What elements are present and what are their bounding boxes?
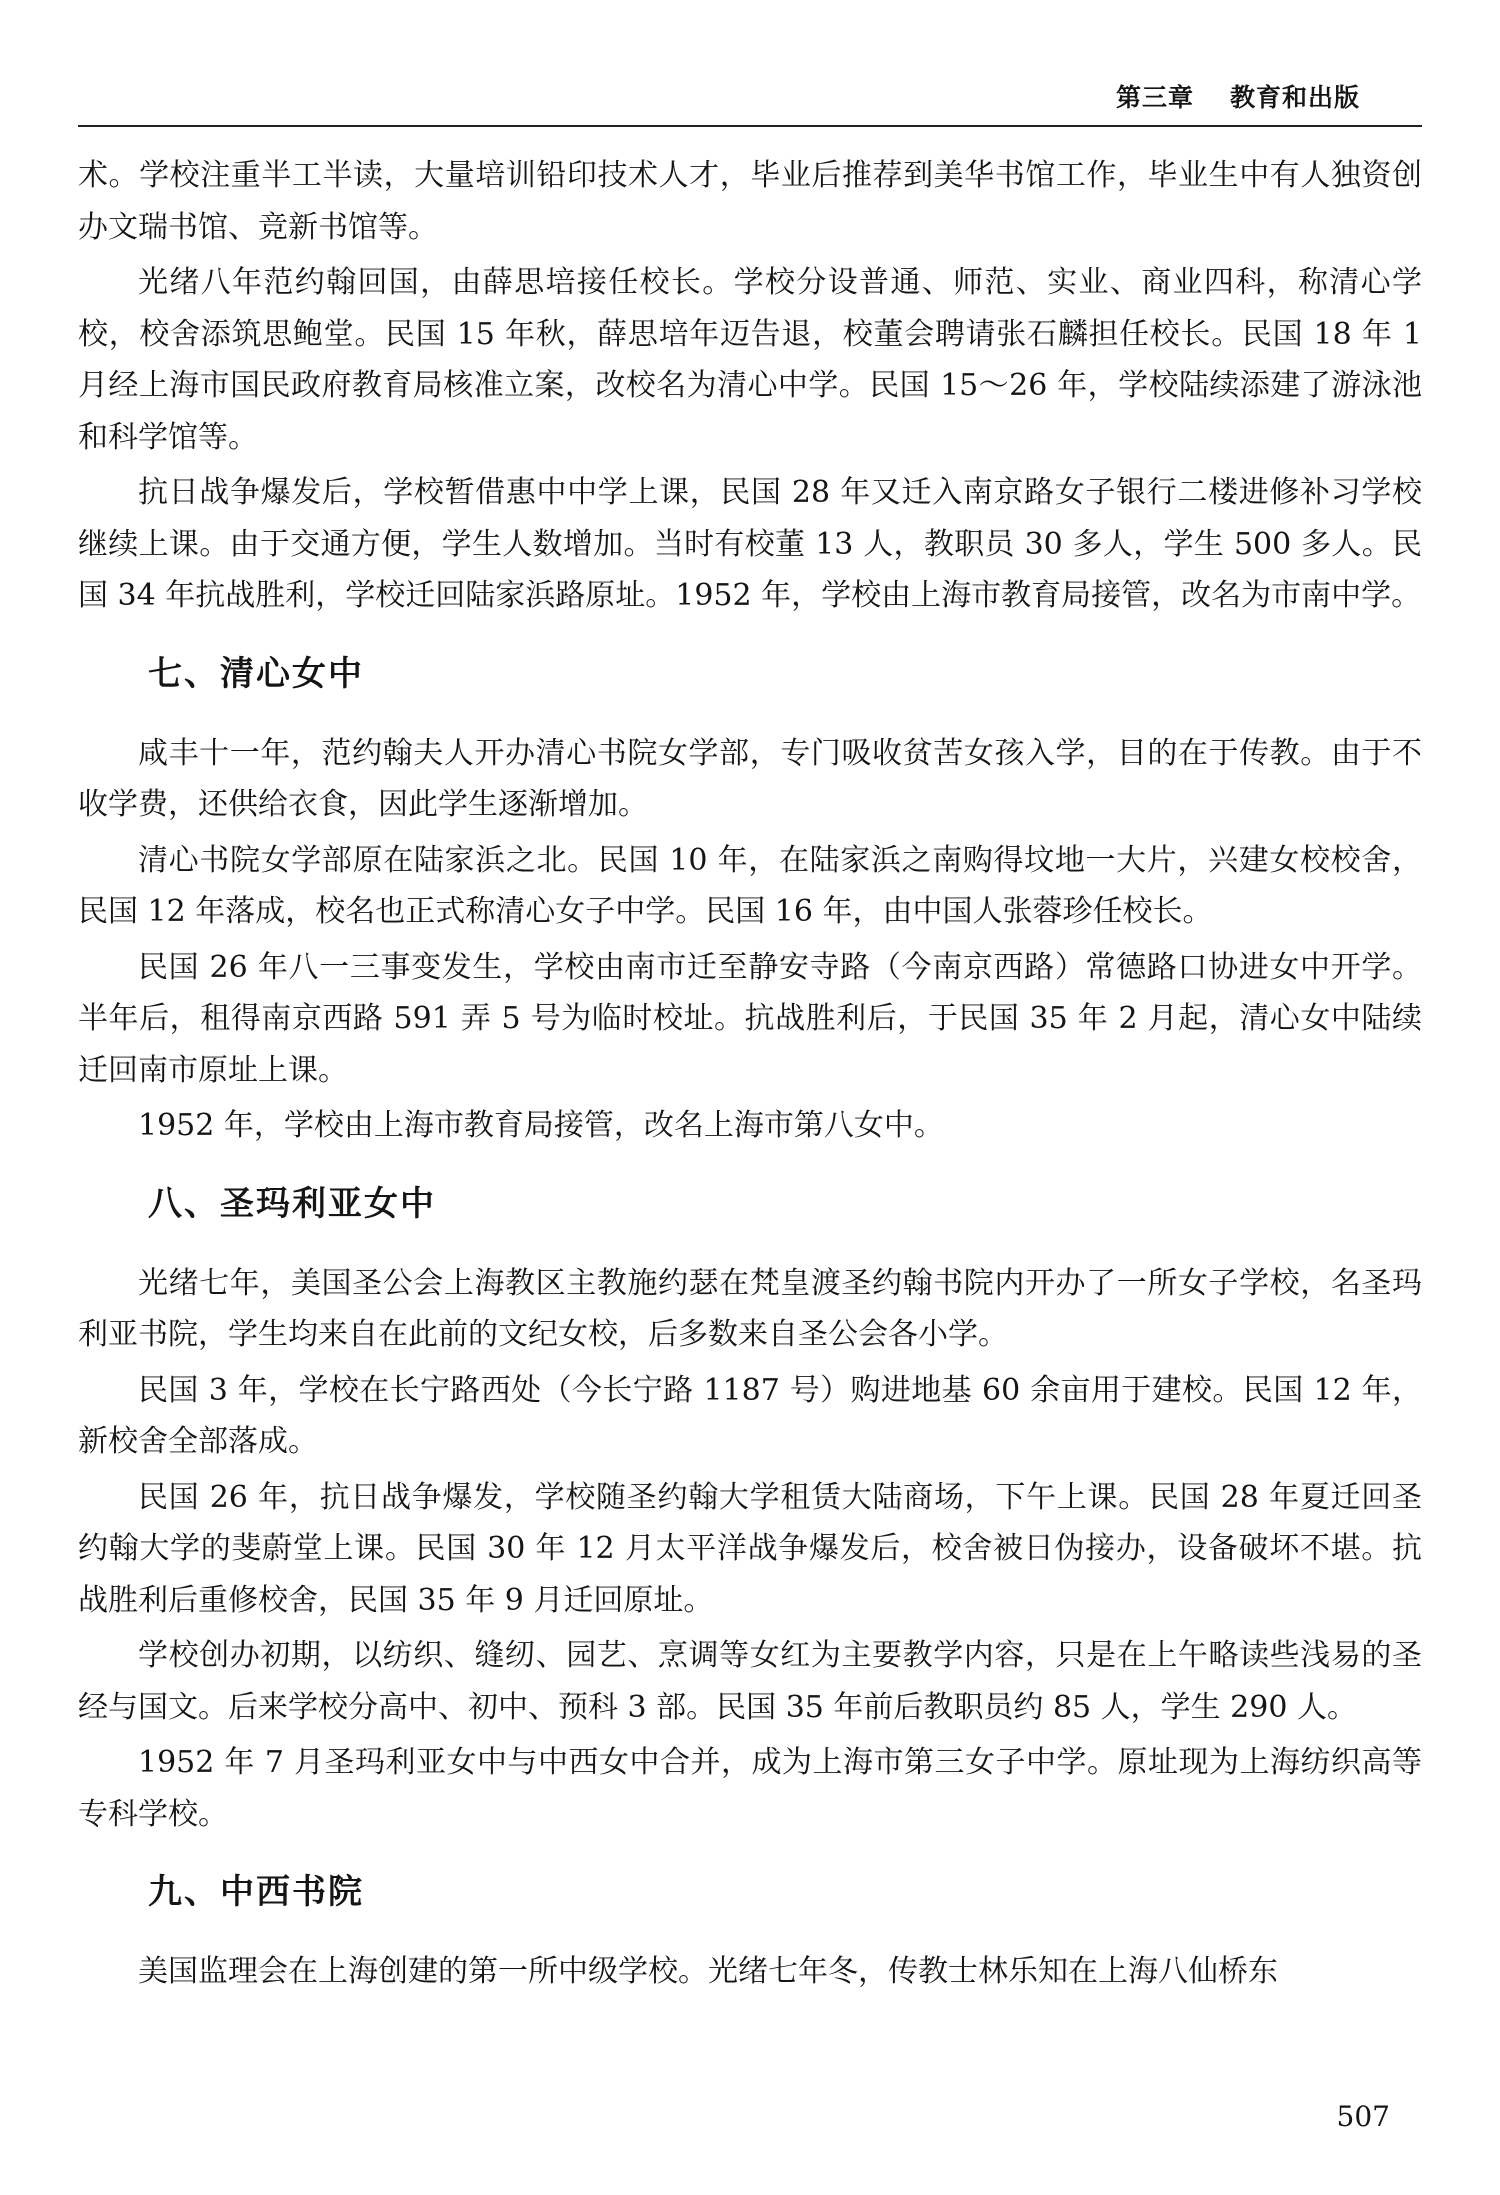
paragraph: 咸丰十一年，范约翰夫人开办清心书院女学部，专门吸收贫苦女孩入学，目的在于传教。由于不收学费，还供给衣食，因此学生逐渐增加。 bbox=[78, 735, 1422, 822]
page-number: 507 bbox=[1336, 2100, 1390, 2133]
paragraph: 民国 26 年八一三事变发生，学校由南市迁至静安寺路（今南京西路）常德路口协进女中开学。半年后，租得南京西路 591 弄 5 号为临时校址。抗战胜利后，于民国 35 年 2 月起，清心女中陆续迁回南市原址上课。 bbox=[78, 949, 1422, 1088]
section-heading-9: 九、中西书院 bbox=[148, 1872, 364, 1912]
paragraph: 术。学校注重半工半读，大量培训铅印技术人才，毕业后推荐到美华书馆工作，毕业生中有人独资创办文瑞书馆、竞新书馆等。 bbox=[78, 158, 1422, 245]
paragraph: 清心书院女学部原在陆家浜之北。民国 10 年，在陆家浜之南购得坟地一大片，兴建女校校舍，民国 12 年落成，校名也正式称清心女子中学。民国 16 年，由中国人张蓉珍任校长。 bbox=[78, 842, 1422, 929]
paragraph: 民国 3 年，学校在长宁路西处（今长宁路 1187 号）购进地基 60 余亩用于建校。民国 12 年，新校舍全部落成。 bbox=[78, 1372, 1422, 1459]
paragraph: 学校创办初期，以纺织、缝纫、园艺、烹调等女红为主要教学内容，只是在上午略读些浅易的圣经与国文。后来学校分高中、初中、预科 3 部。民国 35 年前后教职员约 85 人，学生 290 人。 bbox=[78, 1638, 1422, 1725]
paragraph: 光绪八年范约翰回国，由薛思培接任校长。学校分设普通、师范、实业、商业四科，称清心学校，校舍添筑思鲍堂。民国 15 年秋，薛思培年迈告退，校董会聘请张石麟担任校长。民国 18 年 1 月经上海市国民政府教育局核准立案，改校名为清心中学。民国 15～26 年，学校陆续添建了游泳池和科学馆等。 bbox=[78, 265, 1422, 455]
paragraph: 1952 年，学校由上海市教育局接管，改名上海市第八女中。 bbox=[138, 1108, 944, 1143]
body-text bbox=[78, 150, 1422, 2002]
section-label: 教育和出版 bbox=[1229, 83, 1360, 112]
section-heading-8: 八、圣玛利亚女中 bbox=[148, 1183, 436, 1224]
header-rule bbox=[78, 125, 1422, 127]
section-heading-7: 七、清心女中 bbox=[148, 653, 364, 694]
paragraph: 抗日战争爆发后，学校暂借惠中中学上课，民国 28 年又迁入南京路女子银行二楼进修补习学校继续上课。由于交通方便，学生人数增加。当时有校董 13 人，教职员 30 多人，学生 500 多人。民国 34 年抗战胜利，学校迁回陆家浜路原址。1952 年，学校由上海市教育局接管，改名为市南中学。 bbox=[78, 475, 1422, 613]
chapter-label: 第三章 bbox=[1115, 83, 1194, 112]
paragraph: 民国 26 年，抗日战争爆发，学校随圣约翰大学租赁大陆商场，下午上课。民国 28 年夏迁回圣约翰大学的斐蔚堂上课。民国 30 年 12 月太平洋战争爆发后，校舍被日伪接办，设备破坏不堪。抗战胜利后重修校舍，民国 35 年 9 月迁回原址。 bbox=[78, 1479, 1422, 1618]
paragraph: 美国监理会在上海创建的第一所中级学校。光绪七年冬，传教士林乐知在上海八仙桥东 bbox=[138, 1954, 1278, 1989]
paragraph: 1952 年 7 月圣玛利亚女中与中西女中合并，成为上海市第三女子中学。原址现为上海纺织高等专科学校。 bbox=[78, 1745, 1422, 1832]
running-head bbox=[1116, 78, 1360, 114]
paragraph: 光绪七年，美国圣公会上海教区主教施约瑟在梵皇渡圣约翰书院内开办了一所女子学校，名圣玛利亚书院，学生均来自在此前的文纪女校，后多数来自圣公会各小学。 bbox=[78, 1265, 1422, 1352]
